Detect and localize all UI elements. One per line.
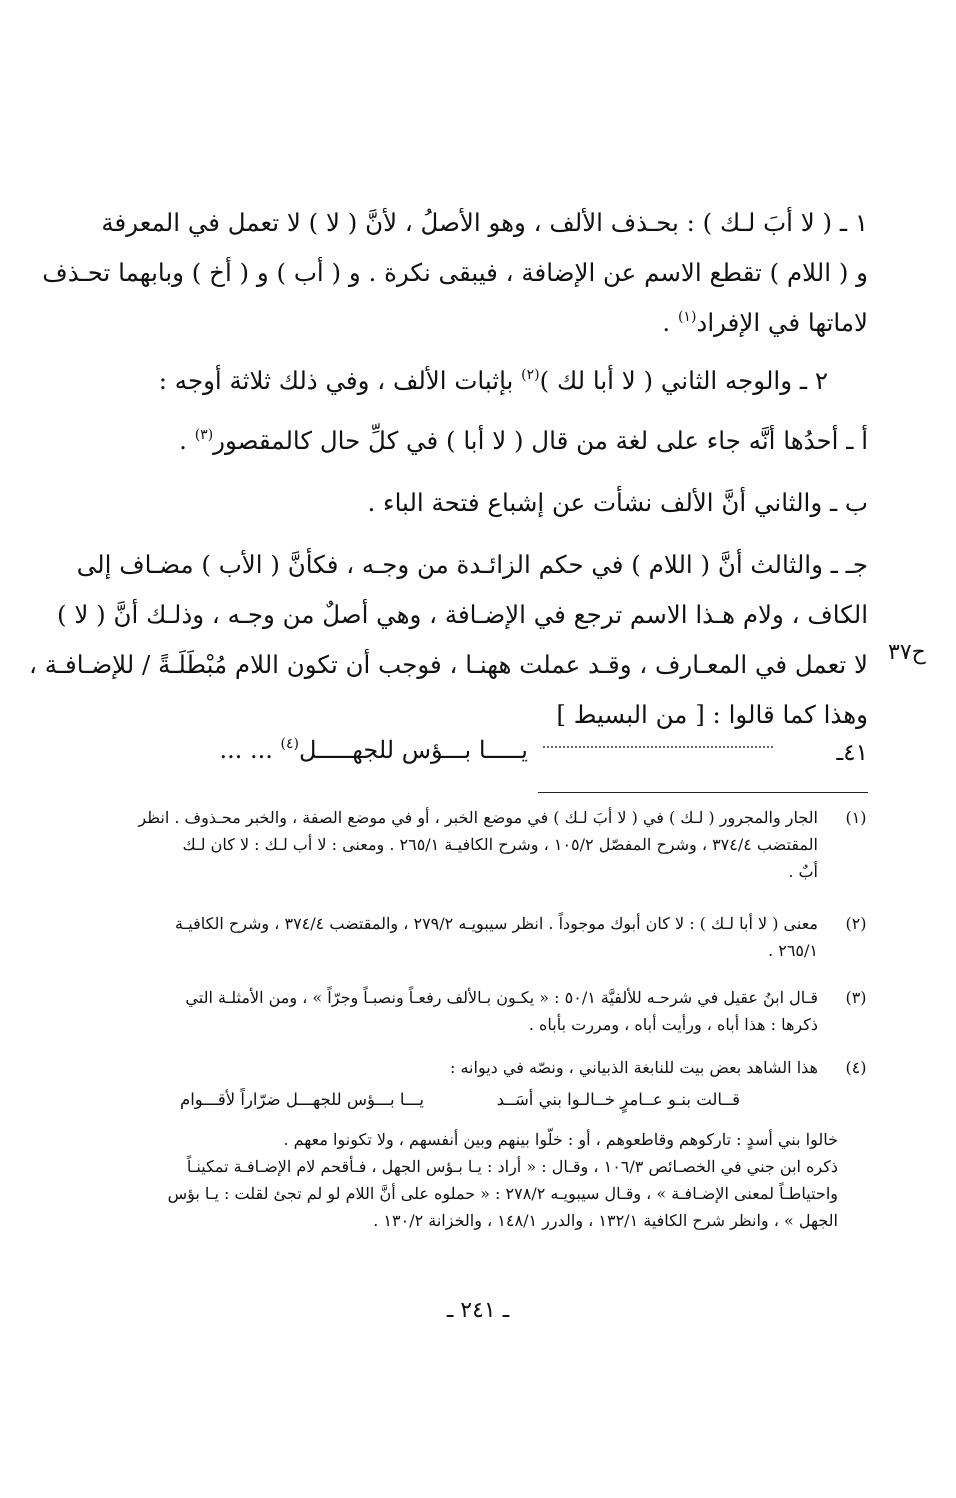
poem-second-hemistich: يـــا بـــؤس للجهـــل ضرّاراً لأقـــوام — [180, 1090, 424, 1109]
paragraph-2 — [128, 356, 828, 406]
footnote-line: معنى ( لا أبا لـك ) : لا كان أبوك موجوداً . انظر سيبويـه ٢٧٩/٢ ، والمقتضب ٣٧٤/٤ ، وشرح الكافيـة — [175, 914, 818, 933]
footnote-line: قـال ابنُ عقيل في شرحـه للألفيَّة ٥٠/١ : « يكـون بـالألف رفعـاً ونصبـاً وجرّاً » ، ومن الأمثلـة التي — [185, 988, 818, 1007]
text-line: جـ ـ والثالث أنَّ ( اللام ) في حكم الزائـدة من وجـه ، فكأنَّ ( الأب ) مضـاف إلى — [76, 550, 868, 579]
verse-number: ٤١ـ — [836, 740, 868, 766]
footnote-number: (٤) — [845, 1058, 867, 1077]
footnote-ref-3: (٣) — [194, 427, 214, 443]
footnote-2 — [128, 910, 868, 964]
footnote-line: الجار والمجرور ( لـك ) في ( لا أبَ لـك ) في موضع الخبر ، أو في موضع الصفة ، والخبر محـذوف . انظر — [138, 808, 818, 827]
footnote-line: ذكره ابن جني في الخصـائص ١٠٦/٣ ، وقـال : « أراد : يـا بـؤس الجهل ، فـأقحم لام الإضـافـة تمكينـاً — [186, 1157, 838, 1176]
footnote-4-continuation — [128, 1126, 838, 1234]
text-line: وهذا كما قالوا : [ من البسيط ] — [556, 700, 868, 729]
text-line: ١ ـ ( لا أبَ لـك ) : بحـذف الألف ، وهو الأصلُ ، لأنَّ ( لا ) لا تعمل في المعرفة — [101, 208, 868, 237]
footnote-line: واحتياطـاً لمعنى الإضـافـة » ، وقـال سيبويـه ٢٧٨/٢ : « حملوه على أنَّ اللام لو لم تجئ لقلت : يـا بؤس — [167, 1184, 838, 1203]
verse-text: يـــــا بـــؤس للجهـــــل$^{(٤)}$ ... ... — [219, 736, 528, 764]
footnote-number: (١) — [845, 808, 867, 827]
footnote-line: الجهل » ، وانظر شرح الكافية ١٣٢/١ ، والدرر ١٤٨/١ ، والخزانة ١٣٠/٢ . — [373, 1211, 838, 1230]
text-line: الكاف ، ولام هـذا الاسم ترجع في الإضـافة ، وهي أصلٌ من وجـه ، وذلـك أنَّ ( لا ) — [57, 600, 868, 629]
footnote-ref-1: (١) — [677, 309, 697, 325]
text-line: لا تعمل في المعـارف ، وقـد عملت ههنـا ، فوجب أن تكون اللام مُبْطَلَـةً / للإضـافـة ، — [29, 650, 868, 679]
footnote-separator — [538, 792, 868, 793]
verse-line — [128, 732, 868, 782]
footnote-number: (٣) — [845, 988, 867, 1007]
poem-first-hemistich: قــالت بنـو عــامرٍ خــالـوا بني أسَــد — [496, 1090, 740, 1109]
text-line: أ ـ أحدُها أنَّه جاء على لغة من قال ( لا أبا ) في كلِّ حال كالمقصور$^{(٣)}$ . — [179, 426, 868, 455]
footnote-line: خالوا بني أسدٍ : تاركوهم وقاطعوهم ، أو : خلّوا بينهم وبين أنفسهم ، ولا تكونوا معهم . — [283, 1130, 838, 1149]
page-number: ـ ٢٤١ ـ — [446, 1298, 510, 1323]
footnote-number: (٢) — [845, 914, 867, 933]
verse-dotted-gap — [543, 746, 773, 748]
footnote-line: أبٌ . — [788, 862, 818, 881]
margin-folio-note: ح٣٧ — [888, 640, 926, 665]
paragraph-1 — [42, 198, 868, 348]
footnote-1 — [128, 804, 868, 885]
footnote-line: ذكرها : هذا أباه ، ورأيت أباه ، ومررت بأباه . — [528, 1015, 818, 1034]
footnote-4 — [128, 1054, 868, 1081]
paragraph-3 — [128, 416, 868, 466]
text-line: و ( اللام ) تقطع الاسم عن الإضافة ، فيبقى نكرة . و ( أب ) و ( أخ ) وبابهما تحـذف — [42, 258, 868, 287]
text-line: لاماتها في الإفراد$^{(١)}$ . — [662, 308, 868, 337]
footnote-line: هذا الشاهد بعض بيت للنابغة الذبياني ، ونصّه في ديوانه : — [450, 1058, 818, 1077]
footnote-ref-4: (٤) — [280, 736, 299, 752]
paragraph-5 — [29, 540, 868, 740]
text-line: ب ـ والثاني أنَّ الألف نشأت عن إشباع فتحة الباء . — [367, 488, 868, 517]
paragraph-4 — [128, 478, 868, 528]
footnote-ref-2: (٢) — [521, 367, 540, 383]
text-line: ٢ ـ والوجه الثاني ( لا أبا لك )$^{(٢)}$ بإثبات الألف ، وفي ذلك ثلاثة أوجه : — [158, 366, 828, 395]
footnote-line: ٢٦٥/١ . — [768, 941, 818, 960]
footnote-line: المقتضب ٣٧٤/٤ ، وشرح المفصّل ١٠٥/٢ ، وشرح الكافيـة ٢٦٥/١ . ومعنى : لا أب لـك : لا كان لـك — [182, 835, 818, 854]
footnote-3 — [128, 984, 868, 1038]
